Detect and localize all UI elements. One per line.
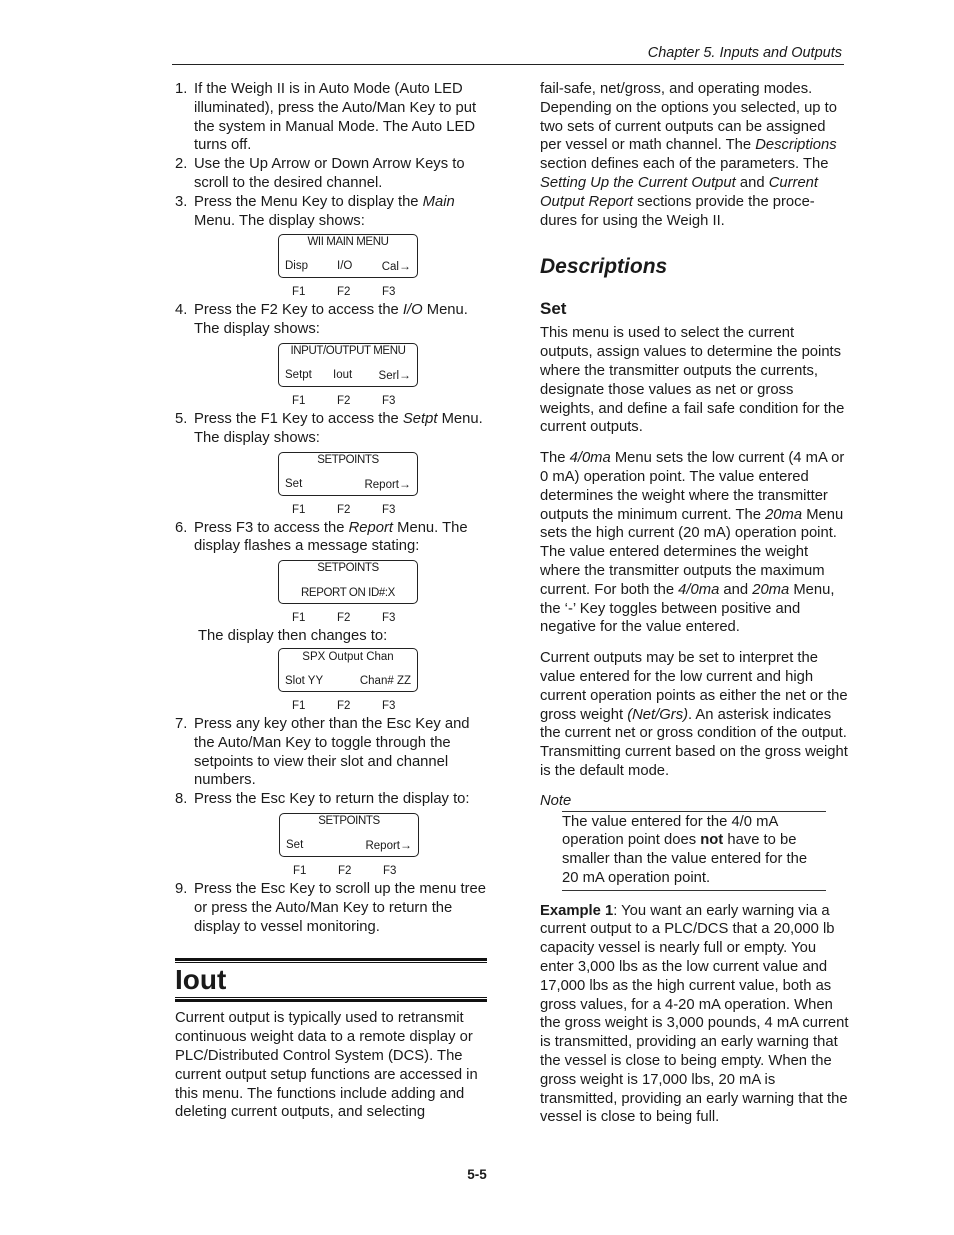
function-key-labels: [278, 694, 420, 715]
list-item: [175, 519, 487, 715]
note-box: The value entered for the 4/0 mA operation point does not have to be smaller than the value entered for the 20 mA operation point.: [562, 811, 826, 891]
step-text: Use the Up Arrow or Down Arrow Keys to scroll to the desired channel.: [194, 156, 465, 191]
step-number: 3.: [175, 193, 188, 210]
list-item: [175, 193, 487, 302]
lcd-line2: [286, 838, 412, 853]
note-bold: not: [700, 832, 724, 849]
emphasis-netgrs: (Net/Grs): [627, 706, 689, 723]
net-gross-paragraph: Current outputs may be set to interpret the value entered for the low current and high current operation points as either the net or the gross weight (Net/Grs). An asterisk indicates the current net or gross condition of the output. Transmitting current based on the gross weight is the default mode.: [540, 650, 848, 779]
f2-label: F2: [337, 699, 351, 712]
lcd-line1: SPX Output Chan: [302, 650, 394, 663]
display-main-menu: [278, 234, 420, 301]
display-setpoints-return: [279, 813, 421, 880]
f3-label: F3: [382, 699, 396, 712]
function-key-labels: [278, 280, 420, 301]
heading-descriptions: Descriptions: [540, 255, 668, 279]
step-number: 8.: [175, 791, 188, 808]
lcd-line1: INPUT/OUTPUT MENU: [290, 344, 406, 357]
emphasis-40ma: 4/0ma: [569, 450, 611, 467]
list-item: [175, 80, 487, 155]
list-item: [175, 301, 487, 410]
lcd-softkey-label: Report→: [364, 476, 411, 491]
step-text: Press the Menu Key to display the: [194, 193, 423, 210]
f2-label: F2: [337, 612, 351, 625]
step-text: Press F3 to access the: [194, 519, 349, 536]
arrow-right-icon: →: [399, 259, 411, 274]
step-text: Press the F2 Key to access the: [194, 302, 403, 319]
example-label: Example 1: [540, 902, 614, 919]
function-key-labels: [278, 498, 420, 519]
f1-label: F1: [293, 864, 307, 877]
lcd-softkey-label: Set: [285, 477, 303, 490]
f3-label: F3: [382, 612, 396, 625]
note-label: Note: [540, 792, 572, 809]
step-text: Press the F1 Key to access the: [194, 410, 403, 427]
lcd-screen: [279, 813, 419, 857]
f1-label: F1: [292, 699, 306, 712]
lcd-softkey-label: Setpt: [285, 368, 312, 381]
f2-label: F2: [337, 394, 351, 407]
example-paragraph: Example 1: You want an early warning via a current output to a PLC/DCS that a 20,000 lb capacity vessel is nearly full or empty. You enter 3,000 lbs as the low current value and 17,000 lbs as the high current value, both as gross values, for a 4-20 mA operation. When the gross weight is 3,000 pounds, 4 mA current is transmitted, providing an early warning that the vessel is close to being empty. When the gross weight is 17,000 lbs, 20 mA is transmitted, providing an early warning that the vessel is close to being full.: [540, 902, 849, 1126]
current-range-paragraph: The 4/0ma Menu sets the low current (4 mA or 0 mA) operation point. The value entered determines the weight where the transmitter outputs the minimum current. The 20ma Menu sets the high current (20 mA) operation point. The value entered determines the weight where the transmitter outputs the maximum current. For both the 4/0ma and 20ma Menu, the ‘-’ Key toggles between positive and negative for the value entered.: [540, 450, 845, 636]
lcd-softkey-label: Slot YY: [285, 674, 324, 687]
f2-label: F2: [337, 286, 351, 299]
left-column: [175, 80, 487, 1122]
f3-label: F3: [383, 864, 397, 877]
lcd-line2: REPORT ON ID#:X: [301, 587, 395, 600]
lcd-softkey-label: Report→: [365, 837, 412, 852]
f1-label: F1: [292, 612, 306, 625]
step-number: 9.: [175, 880, 188, 897]
continued-paragraph: fail-safe, net/gross, and operating modes. Depending on the options you selected, up to two sets of current outputs can be assigned per vessel or math channel. The Descriptions section defines each of the parameters. The Setting Up the Current Output and Current Output Report sections provide the proce-dures for using the Weigh II.: [540, 81, 837, 229]
lcd-line1: SETPOINTS: [317, 562, 379, 575]
step-emphasis: I/O: [402, 302, 423, 319]
emphasis-20ma: 20ma: [765, 506, 803, 523]
emphasis-descriptions: Descriptions: [755, 137, 837, 154]
step-text: Press the Esc Key to scroll up the menu tree or press the Auto/Man Key to return the display to vessel monitoring.: [194, 880, 486, 935]
lcd-screen: [278, 648, 418, 692]
lcd-softkey-label: Disp: [285, 260, 309, 273]
f2-label: F2: [338, 864, 352, 877]
step-text: Menu. The display shows:: [194, 302, 468, 338]
list-item: [175, 790, 487, 880]
lcd-line1: SETPOINTS: [317, 453, 379, 466]
step-text: Press the Esc Key to return the display to:: [194, 791, 470, 808]
right-column: [540, 80, 850, 1127]
step-text: Press any key other than the Esc Key and the Auto/Man Key to toggle through the setpoints to view their slot and channel numbers.: [194, 715, 470, 789]
emphasis-setting-up: Setting Up the Current Output: [540, 174, 736, 191]
list-item: [175, 155, 487, 193]
step-text: Menu. The display flashes a message stating:: [194, 519, 468, 555]
display-setpoints: [278, 452, 420, 519]
lcd-screen: [278, 343, 418, 387]
function-key-labels: [279, 859, 421, 880]
lcd-softkey-label: Serl→: [378, 367, 411, 382]
list-item: [175, 715, 487, 790]
step-number: 6.: [175, 519, 188, 536]
step-text: Menu. The display shows:: [194, 410, 483, 446]
emphasis-40ma: 4/0ma: [678, 581, 720, 598]
lcd-line2: [285, 368, 411, 383]
arrow-right-icon: →: [399, 476, 411, 491]
lcd-softkey-label: I/O: [337, 260, 353, 273]
step-number: 4.: [175, 302, 188, 319]
lcd-softkey-label: Iout: [333, 368, 353, 381]
lcd-softkey-label: Cal→: [381, 259, 411, 274]
f3-label: F3: [382, 394, 396, 407]
lcd-line1: SETPOINTS: [318, 814, 380, 827]
step-emphasis: Setpt: [402, 410, 438, 427]
function-key-labels: [278, 389, 420, 410]
chapter-header: Chapter 5. Inputs and Outputs: [647, 45, 842, 61]
step-text: If the Weigh II is in Auto Mode (Auto LED illuminated), press the Auto/Man Key to put the system in Manual Mode. The Auto LED turns off.: [194, 81, 477, 154]
display-io-menu: [278, 343, 420, 410]
step-number: 2.: [175, 156, 188, 173]
set-paragraph: This menu is used to select the current outputs, assign values to determine the points where the transmitter outputs the currents, designate those values as net or gross weights, and define a fail safe condition for the current outputs.: [540, 325, 845, 436]
lcd-screen: [278, 452, 418, 496]
lcd-line2: [285, 477, 411, 492]
list-item: [175, 880, 487, 936]
section-title-iout: Iout: [175, 964, 227, 996]
lcd-screen: [278, 234, 418, 278]
f1-label: F1: [292, 503, 306, 516]
step-emphasis: Main: [422, 193, 455, 210]
step-text: Menu. The display shows:: [194, 212, 365, 229]
lcd-screen: [278, 560, 418, 604]
display-report: [278, 560, 420, 627]
emphasis-20ma: 20ma: [752, 581, 790, 598]
function-key-labels: [278, 606, 420, 627]
arrow-right-icon: →: [399, 367, 411, 382]
display-changes-text: The display then changes to:: [198, 628, 388, 645]
lcd-line2: [285, 674, 411, 688]
f2-label: F2: [337, 503, 351, 516]
header-rule: [172, 64, 844, 65]
step-emphasis: Report: [348, 519, 394, 536]
list-item: [175, 410, 487, 519]
display-spx: [278, 648, 420, 715]
lcd-softkey-label: Chan# ZZ: [359, 674, 411, 687]
iout-paragraph: Current output is typically used to retransmit continuous weight data to a remote display or PLC/Distributed Control System (DCS). The current output setup functions are accessed in this menu. The functions include adding and deleting current outputs, and selecting: [175, 1010, 478, 1121]
step-number: 5.: [175, 410, 188, 427]
emphasis-report: Current Output Report: [540, 174, 819, 210]
f1-label: F1: [292, 394, 306, 407]
heading-set: Set: [540, 299, 567, 319]
lcd-line1: WII MAIN MENU: [307, 236, 389, 249]
arrow-right-icon: →: [400, 837, 412, 852]
step-number: 7.: [175, 715, 188, 732]
lcd-softkey-label: Set: [286, 838, 304, 851]
page-number: 5-5: [467, 1167, 487, 1182]
f1-label: F1: [292, 286, 306, 299]
procedure-list: [175, 80, 487, 936]
step-number: 1.: [175, 81, 188, 97]
f3-label: F3: [382, 286, 396, 299]
lcd-line2: [285, 259, 411, 274]
f3-label: F3: [382, 503, 396, 516]
